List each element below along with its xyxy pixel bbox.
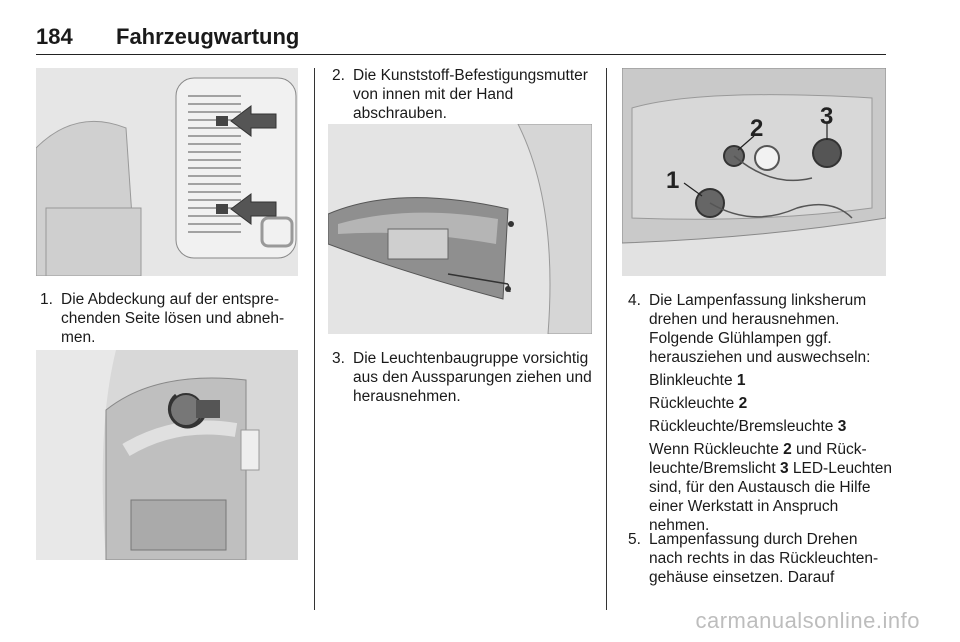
step-1 xyxy=(40,290,302,351)
watermark: carmanualsonline.info xyxy=(695,608,920,633)
step-3 xyxy=(332,349,594,410)
figure-light-assembly xyxy=(328,124,592,334)
step-number: 2. xyxy=(332,67,345,84)
step-2 xyxy=(332,66,594,127)
figure-cover-removal xyxy=(36,68,298,276)
step-text: Die Abdeckung auf der entsprechenden Seite lösen und abnehmen. xyxy=(61,291,285,346)
page-number: 184 xyxy=(36,24,73,49)
step-number: 3. xyxy=(332,350,345,367)
page-header xyxy=(36,10,886,55)
bulb-item: Rückleuchte/Bremsleuchte 3 xyxy=(649,418,847,435)
column-divider xyxy=(314,68,315,610)
step-number: 5. xyxy=(628,531,641,548)
step-4 xyxy=(628,291,894,539)
callout-2: 2 xyxy=(750,115,764,142)
led-note: Wenn Rückleuchte 2 und Rückleuchte/Bremslicht 3 LED-Leuchten sind, für den Austausch die Hilfe einer Werkstatt in Anspruch nehmen. xyxy=(649,441,892,534)
callout-1: 1 xyxy=(666,167,680,194)
figure-nut-removal xyxy=(36,350,298,560)
bulb-item: Rückleuchte 2 xyxy=(649,395,748,412)
step-number: 1. xyxy=(40,291,53,308)
step-5 xyxy=(628,530,894,591)
page-title: Fahrzeugwartung xyxy=(116,24,300,49)
step-number: 4. xyxy=(628,292,641,309)
callout-3: 3 xyxy=(820,103,834,130)
figure-bulb-positions xyxy=(622,68,886,276)
step-text: Die Lampenfassung linksherum drehen und herausnehmen. Folgende Glühlampen ggf. herausziehen und auswechseln: xyxy=(649,292,871,366)
bulb-item: Blinkleuchte 1 xyxy=(649,372,746,389)
column-divider xyxy=(606,68,607,610)
step-text: Lampenfassung durch Drehen nach rechts in das Rückleuchtengehäuse einsetzen. Darauf xyxy=(649,531,879,586)
step-text: Die Leuchtenbaugruppe vorsichtig aus den Aussparungen ziehen und herausnehmen. xyxy=(353,350,592,405)
step-text: Die Kunststoff-Befestigungsmutter von innen mit der Hand abschrauben. xyxy=(353,67,588,122)
